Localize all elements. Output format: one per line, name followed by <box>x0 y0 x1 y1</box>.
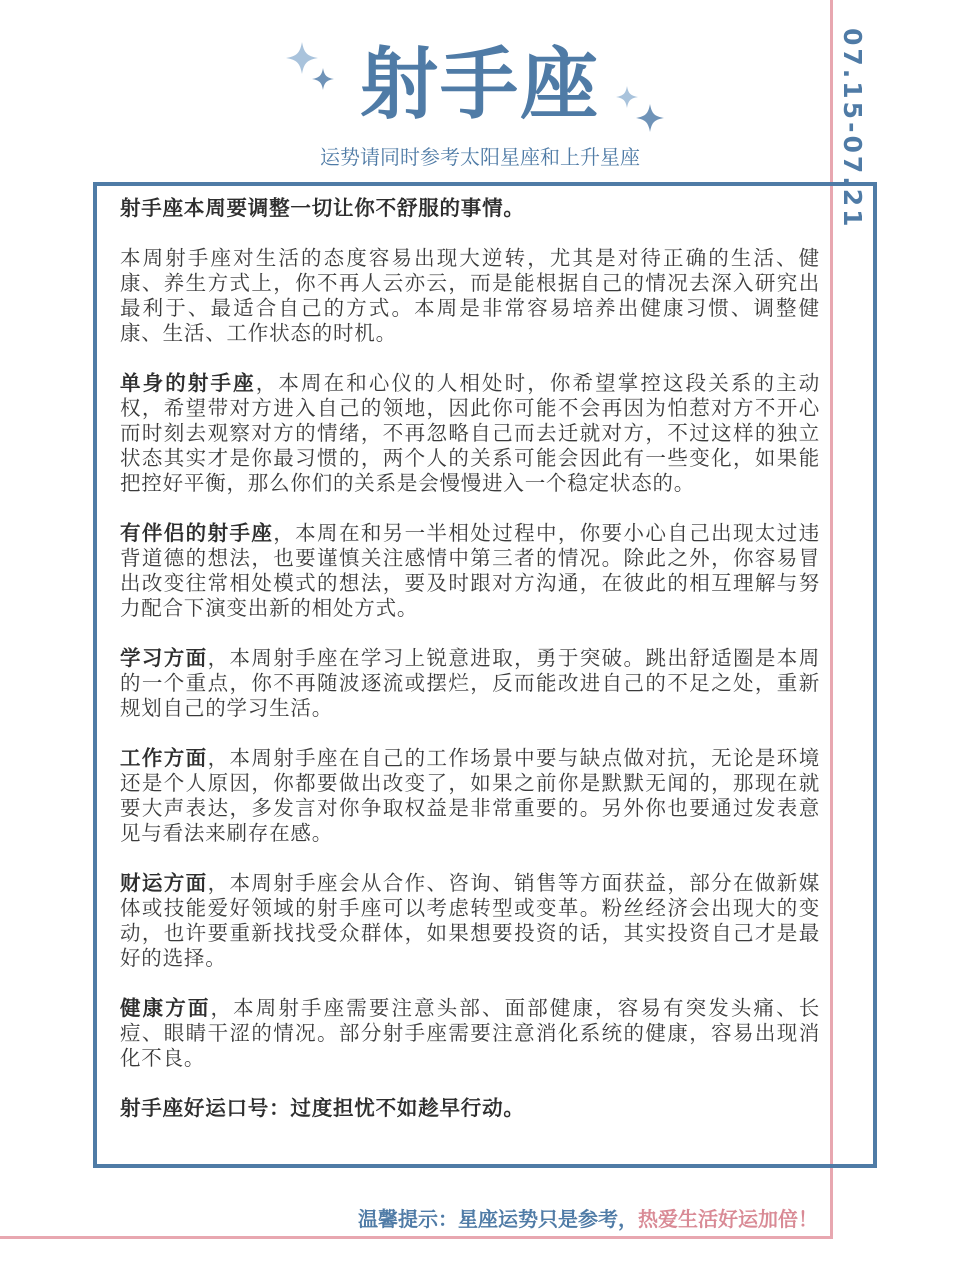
section-study <box>120 646 820 721</box>
section-work <box>120 746 820 846</box>
section-label: 有伴侣的射手座 <box>120 521 274 545</box>
sparkle-icon <box>312 68 334 90</box>
date-range: 07.15-07.21 <box>838 28 867 230</box>
section-text: ，本周在和另一半相处过程中，你要小心自己出现太过违背道德的想法，也要谨慎关注感情中第三者的情况。除此之外，你容易冒出改变往常相处模式的想法，要及时跟对方沟通，在彼此的相互理解与努力配合下演变出新的相处方式。 <box>120 521 821 620</box>
section-label: 健康方面 <box>120 996 211 1020</box>
sparkle-icon <box>636 104 664 132</box>
tip-body: 星座运势只是参考， <box>458 1207 638 1231</box>
section-health <box>120 996 820 1071</box>
pink-horizontal-rule <box>0 1236 833 1239</box>
intro-paragraph: 本周射手座对生活的态度容易出现大逆转，尤其是对待正确的生活、健康、养生方式上，你不再人云亦云，而是能根据自己的情况去深入研究出最利于、最适合自己的方式。本周是非常容易培养出健康习惯、调整健康、生活、工作状态的时机。 <box>120 246 820 345</box>
section-text: ，本周射手座需要注意头部、面部健康，容易有突发头痛、长痘、眼睛干涩的情况。部分射手座需要注意消化系统的健康，容易出现消化不良。 <box>120 996 820 1070</box>
tip-highlight: 热爱生活好运加倍！ <box>638 1207 818 1231</box>
slogan: 射手座好运口号：过度担忧不如趁早行动。 <box>120 1096 525 1120</box>
section-text: ，本周射手座会从合作、咨询、销售等方面获益，部分在做新媒体或技能爱好领域的射手座可以考虑转型或变革。粉丝经济会出现大的变动，也许要重新找找受众群体，如果想要投资的话，其实投资自己才是最好的选择。 <box>120 871 820 970</box>
section-partnered <box>120 521 820 621</box>
footer-tip <box>358 1204 818 1234</box>
section-text: ，本周射手座在学习上锐意进取，勇于突破。跳出舒适圈是本周的一个重点，你不再随波逐流或摆烂，反而能改进自己的不足之处，重新规划自己的学习生活。 <box>120 646 820 720</box>
section-label: 学习方面 <box>120 646 208 670</box>
headline: 射手座本周要调整一切让你不舒服的事情。 <box>120 196 525 220</box>
section-label: 单身的射手座 <box>120 371 256 395</box>
section-text: ，本周在和心仪的人相处时，你希望掌控这段关系的主动权，希望带对方进入自己的领地，因此你可能不会再因为怕惹对方不开心而时刻去观察对方的情绪，不再忽略自己而去迁就对方，不过这样的独立状态其实才是你最习惯的，两个人的关系可能会因此有一些变化，如果能把控好平衡，那么你们的关系是会慢慢进入一个稳定状态的。 <box>120 371 820 495</box>
section-label: 工作方面 <box>120 746 208 770</box>
horoscope-content <box>120 196 820 1146</box>
section-label: 财运方面 <box>120 871 208 895</box>
tip-prefix: 温馨提示： <box>358 1207 458 1231</box>
section-single <box>120 371 820 496</box>
page-title: 射手座 <box>359 40 600 130</box>
section-text: ，本周射手座在自己的工作场景中要与缺点做对抗，无论是环境还是个人原因，你都要做出改变了，如果之前你是默默无闻的，那现在就要大声表达，多发言对你争取权益是非常重要的。另外你也要通过发表意见与看法来刷存在感。 <box>120 746 820 845</box>
page-subtitle: 运势请同时参考太阳星座和上升星座 <box>320 145 640 169</box>
section-wealth <box>120 871 820 971</box>
